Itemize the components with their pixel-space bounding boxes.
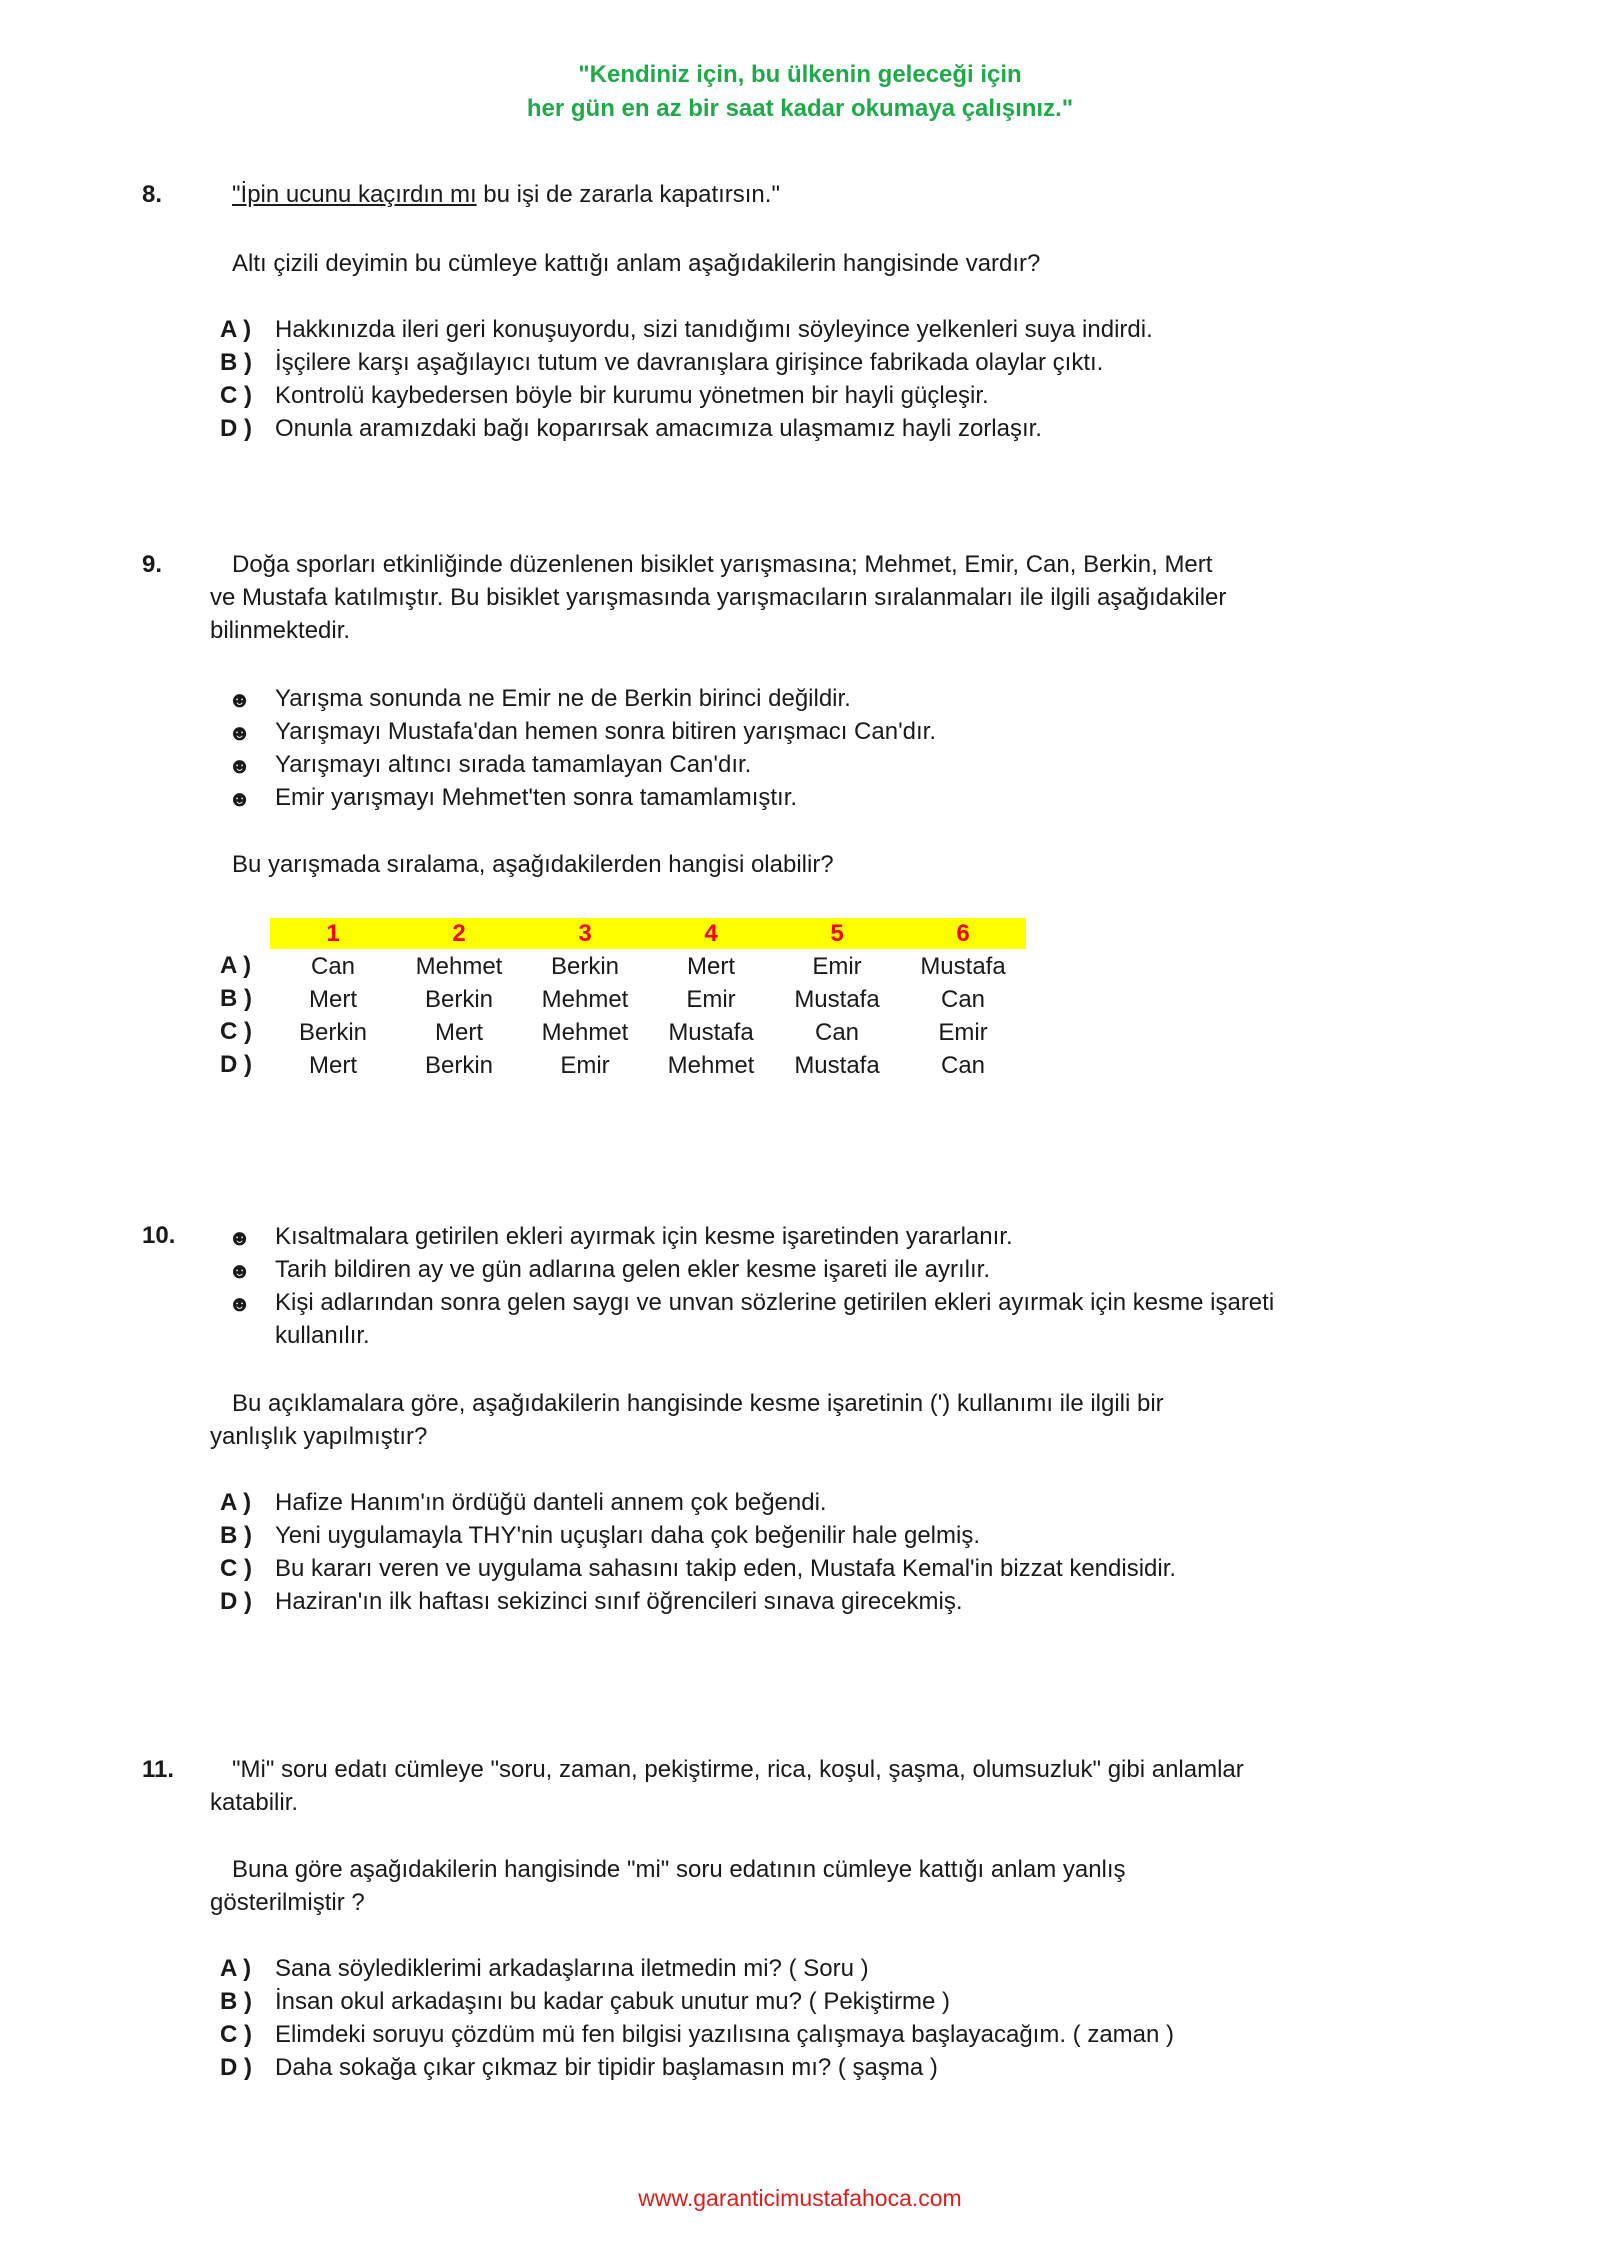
header-line-2: her gün en az bir saat kadar okumaya çalışınız." bbox=[526, 95, 1074, 122]
option-letter[interactable]: B ) bbox=[220, 1988, 252, 2015]
intro-line: katabilir. bbox=[210, 1789, 299, 1816]
table-cell: Emir bbox=[686, 986, 736, 1013]
option-letter[interactable]: A ) bbox=[220, 1489, 252, 1516]
option-letter[interactable]: A ) bbox=[220, 952, 252, 979]
page-header bbox=[0, 58, 1600, 126]
option-text[interactable]: Sana söylediklerimi arkadaşlarına iletmedin mi? ( Soru ) bbox=[275, 1955, 869, 1982]
option-letter[interactable]: A ) bbox=[220, 1955, 252, 1982]
bullet-text: Tarih bildiren ay ve gün adlarına gelen ekler kesme işareti ile ayrılır. bbox=[275, 1256, 991, 1283]
bullet-icon: ☻ bbox=[228, 1291, 252, 1316]
table-header-cell: 2 bbox=[452, 920, 466, 947]
table-cell: Berkin bbox=[424, 1052, 494, 1079]
bullet-icon: ☻ bbox=[228, 753, 252, 778]
bullet-text: Emir yarışmayı Mehmet'ten sonra tamamlamıştır. bbox=[275, 784, 798, 811]
question-number: 11. bbox=[142, 1756, 175, 1783]
option-text[interactable]: Bu kararı veren ve uygulama sahasını takip eden, Mustafa Kemal'in bizzat kendisidir. bbox=[275, 1555, 1177, 1582]
bullet-text: Kişi adlarından sonra gelen saygı ve unvan sözlerine getirilen ekleri ayırmak için kesme işareti bbox=[275, 1289, 1275, 1316]
option-letter[interactable]: A ) bbox=[220, 316, 252, 343]
table-cell: Mustafa bbox=[668, 1019, 754, 1046]
table-header-cell: 4 bbox=[704, 920, 718, 947]
bullet-text: Kısaltmalara getirilen ekleri ayırmak için kesme işaretinden yararlanır. bbox=[275, 1223, 1013, 1250]
table-cell: Mehmet bbox=[415, 953, 503, 980]
option-text[interactable]: Yeni uygulamayla THY'nin uçuşları daha çok beğenilir hale gelmiş. bbox=[275, 1522, 980, 1549]
question-text: Bu yarışmada sıralama, aşağıdakilerden hangisi olabilir? bbox=[232, 851, 834, 878]
table-cell: Can bbox=[814, 1019, 860, 1046]
question-text: yanlışlık yapılmıştır? bbox=[210, 1423, 428, 1450]
table-cell: Mehmet bbox=[541, 986, 629, 1013]
option-letter[interactable]: C ) bbox=[220, 382, 252, 409]
option-text[interactable]: Hakkınızda ileri geri konuşuyordu, sizi tanıdığımı söyleyince yelkenleri suya indirdi. bbox=[275, 316, 1153, 343]
intro-line: bilinmektedir. bbox=[210, 617, 351, 644]
table-header-cell: 1 bbox=[326, 920, 340, 947]
option-letter[interactable]: D ) bbox=[220, 415, 252, 442]
option-text[interactable]: Kontrolü kaybedersen böyle bir kurumu yönetmen bir hayli güçleşir. bbox=[275, 382, 989, 409]
option-letter[interactable]: C ) bbox=[220, 1555, 252, 1582]
option-text[interactable]: Haziran'ın ilk haftası sekizinci sınıf öğrencileri sınava girecekmiş. bbox=[275, 1588, 963, 1615]
table-cell: Can bbox=[940, 986, 986, 1013]
option-letter[interactable]: B ) bbox=[220, 985, 252, 1012]
table-cell: Mustafa bbox=[794, 986, 880, 1013]
question-text: gösterilmiştir ? bbox=[210, 1889, 365, 1916]
table-cell: Mehmet bbox=[541, 1019, 629, 1046]
bullet-icon: ☻ bbox=[228, 1225, 252, 1250]
question-text: Buna göre aşağıdakilerin hangisinde "mi" soru edatının cümleye kattığı anlam yanlış bbox=[232, 1856, 1126, 1883]
option-letter[interactable]: B ) bbox=[220, 349, 252, 376]
footer-website-link[interactable]: www.garanticimustafahoca.com bbox=[638, 2185, 962, 2211]
underlined-idiom: "İpin ucunu kaçırdın mı bbox=[232, 181, 477, 208]
table-cell: Berkin bbox=[298, 1019, 368, 1046]
bullet-text: Yarışmayı Mustafa'dan hemen sonra bitiren yarışmacı Can'dır. bbox=[275, 718, 937, 745]
quote-rest: bu işi de zararla kapatırsın." bbox=[476, 181, 780, 208]
question-text: Bu açıklamalara göre, aşağıdakilerin hangisinde kesme işaretinin (') kullanımı ile ilgili bir bbox=[232, 1390, 1164, 1417]
option-letter[interactable]: D ) bbox=[220, 2054, 252, 2081]
table-cell: Mert bbox=[309, 1052, 357, 1079]
intro-line: ve Mustafa katılmıştır. Bu bisiklet yarışmasında yarışmacıların sıralanmaları ile ilgili aşağıdakiler bbox=[210, 584, 1227, 611]
table-cell: Berkin bbox=[424, 986, 494, 1013]
question-quote bbox=[232, 178, 780, 211]
bullet-text-continued: kullanılır. bbox=[275, 1322, 370, 1349]
bullet-icon: ☻ bbox=[228, 786, 252, 811]
table-cell: Can bbox=[940, 1052, 986, 1079]
option-letter[interactable]: B ) bbox=[220, 1522, 252, 1549]
option-text[interactable]: Daha sokağa çıkar çıkmaz bir tipidir başlamasın mı? ( şaşma ) bbox=[275, 2054, 938, 2081]
option-text[interactable]: Hafize Hanım'ın ördüğü danteli annem çok beğendi. bbox=[275, 1489, 827, 1516]
table-header-cell: 6 bbox=[956, 920, 970, 947]
option-letter[interactable]: C ) bbox=[220, 2021, 252, 2048]
table-header-cell: 3 bbox=[578, 920, 592, 947]
bullet-icon: ☻ bbox=[228, 687, 252, 712]
question-number: 10. bbox=[142, 1222, 176, 1249]
intro-line: Doğa sporları etkinliğinde düzenlenen bisiklet yarışmasına; Mehmet, Emir, Can, Berkin, Mert bbox=[232, 551, 1213, 578]
option-text[interactable]: Onunla aramızdaki bağı koparırsak amacımıza ulaşmamız hayli zorlaşır. bbox=[275, 415, 1042, 442]
intro-line: "Mi" soru edatı cümleye "soru, zaman, pekiştirme, rica, koşul, şaşma, olumsuzluk" gibi anlamlar bbox=[232, 1756, 1244, 1783]
table-cell: Mustafa bbox=[794, 1052, 880, 1079]
table-cell: Emir bbox=[812, 953, 862, 980]
table-cell: Mert bbox=[435, 1019, 483, 1046]
table-cell: Berkin bbox=[550, 953, 620, 980]
option-letter[interactable]: C ) bbox=[220, 1018, 252, 1045]
bullet-text: Yarışmayı altıncı sırada tamamlayan Can'dır. bbox=[275, 751, 752, 778]
table-cell: Mert bbox=[687, 953, 735, 980]
table-cell: Emir bbox=[560, 1052, 610, 1079]
option-text[interactable]: Elimdeki soruyu çözdüm mü fen bilgisi yazılısına çalışmaya başlayacağım. ( zaman ) bbox=[275, 2021, 1175, 2048]
table-cell: Mert bbox=[309, 986, 357, 1013]
option-text[interactable]: İşçilere karşı aşağılayıcı tutum ve davranışlara girişince fabrikada olaylar çıktı. bbox=[275, 349, 1104, 376]
table-cell: Can bbox=[310, 953, 356, 980]
bullet-icon: ☻ bbox=[228, 720, 252, 745]
option-letter[interactable]: D ) bbox=[220, 1051, 252, 1078]
question-number: 9. bbox=[142, 551, 163, 578]
question-number: 8. bbox=[142, 181, 163, 208]
question-text: Altı çizili deyimin bu cümleye kattığı anlam aşağıdakilerin hangisinde vardır? bbox=[232, 250, 1041, 277]
table-cell: Emir bbox=[938, 1019, 988, 1046]
bullet-text: Yarışma sonunda ne Emir ne de Berkin birinci değildir. bbox=[275, 685, 851, 712]
option-letter[interactable]: D ) bbox=[220, 1588, 252, 1615]
option-text[interactable]: İnsan okul arkadaşını bu kadar çabuk unutur mu? ( Pekiştirme ) bbox=[275, 1988, 950, 2015]
table-header-cell: 5 bbox=[830, 920, 844, 947]
bullet-icon: ☻ bbox=[228, 1258, 252, 1283]
table-cell: Mehmet bbox=[667, 1052, 755, 1079]
header-line-1: "Kendiniz için, bu ülkenin geleceği için bbox=[578, 61, 1022, 88]
table-cell: Mustafa bbox=[920, 953, 1006, 980]
